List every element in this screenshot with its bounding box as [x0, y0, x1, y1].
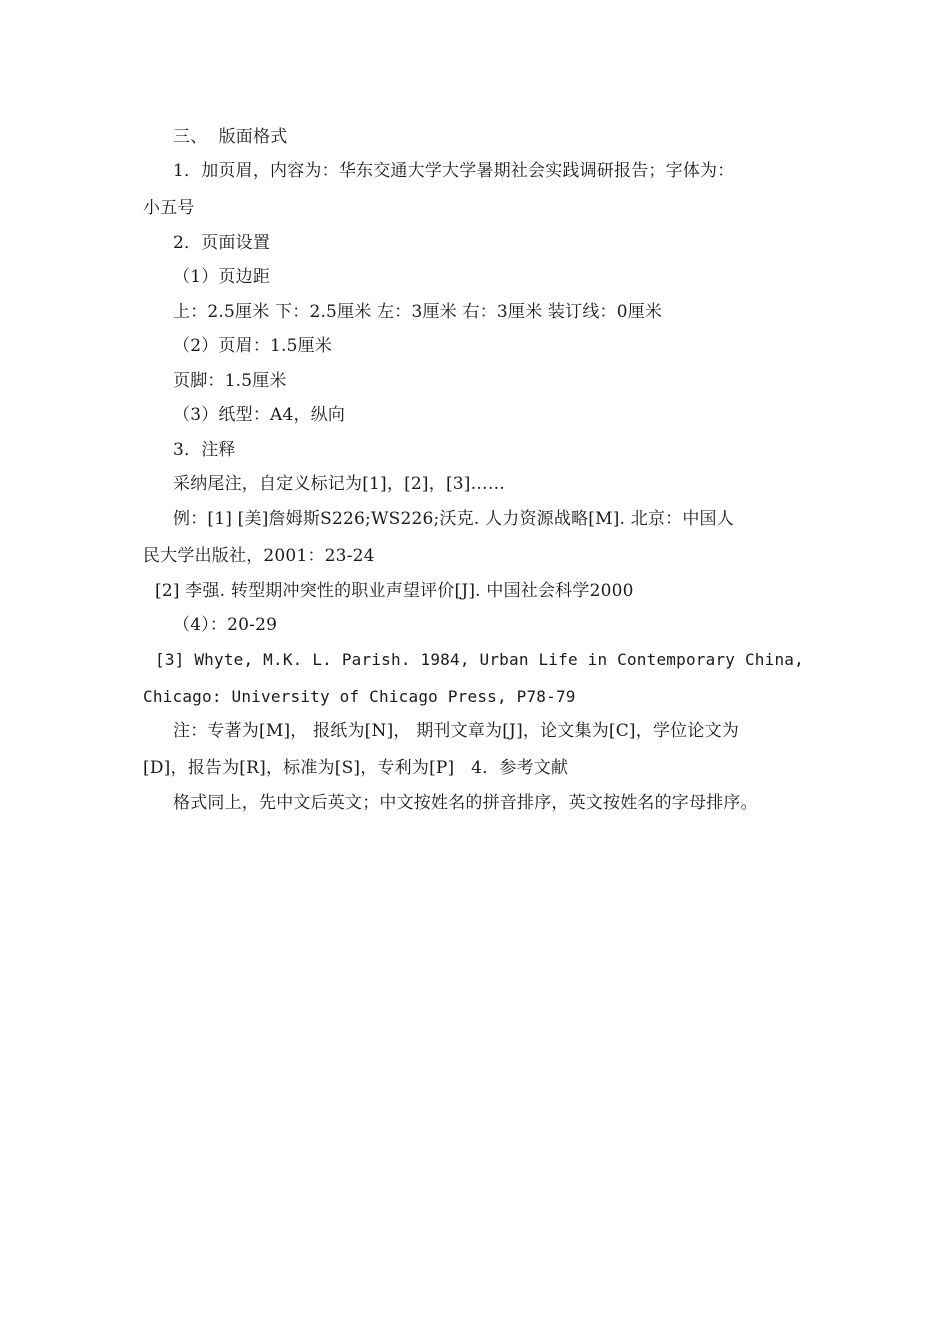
section-heading: 三、 版面格式 [173, 127, 288, 147]
paragraph-line: 1．加页眉，内容为：华东交通大学大学暑期社会实践调研报告；字体为： [173, 161, 735, 181]
paragraph-line: （1）页边距 [173, 267, 271, 287]
reference-line: 民大学出版社，2001：23-24 [143, 546, 375, 566]
paragraph-line: 上：2.5厘米 下：2.5厘米 左：3厘米 右：3厘米 装订线：0厘米 [173, 302, 663, 322]
reference-line: Chicago: University of Chicago Press, P78-79 [143, 687, 576, 706]
paragraph-line: 采纳尾注，自定义标记为[1]，[2]，[3]…… [173, 474, 506, 494]
paragraph-line: （2）页眉：1.5厘米 [173, 336, 333, 356]
paragraph-line: 小五号 [143, 198, 195, 218]
paragraph-line: 格式同上，先中文后英文；中文按姓名的拼音排序，英文按姓名的字母排序。 [173, 793, 758, 813]
paragraph-line: 页脚：1.5厘米 [173, 371, 287, 391]
reference-line: 例：[1] [美]詹姆斯S226;WS226;沃克. 人力资源战略[M]. 北京：中国人 [173, 509, 734, 529]
reference-line: （4）：20-29 [173, 615, 278, 635]
paragraph-line: （3）纸型：A4，纵向 [173, 405, 346, 425]
paragraph-line: [D]，报告为[R]，标准为[S]，专利为[P] 4．参考文献 [143, 758, 569, 778]
subsection-heading: 2．页面设置 [173, 233, 271, 253]
reference-line: [2] 李强. 转型期冲突性的职业声望评价[J]. 中国社会科学2000 [155, 581, 634, 601]
paragraph-line: 注：专著为[M]， 报纸为[N]， 期刊文章为[J]，论文集为[C]，学位论文为 [173, 721, 739, 741]
subsection-heading: 3．注释 [173, 440, 236, 460]
reference-line: [3] Whyte, M.K. L. Parish. 1984, Urban Life in Contemporary China, [155, 650, 804, 669]
